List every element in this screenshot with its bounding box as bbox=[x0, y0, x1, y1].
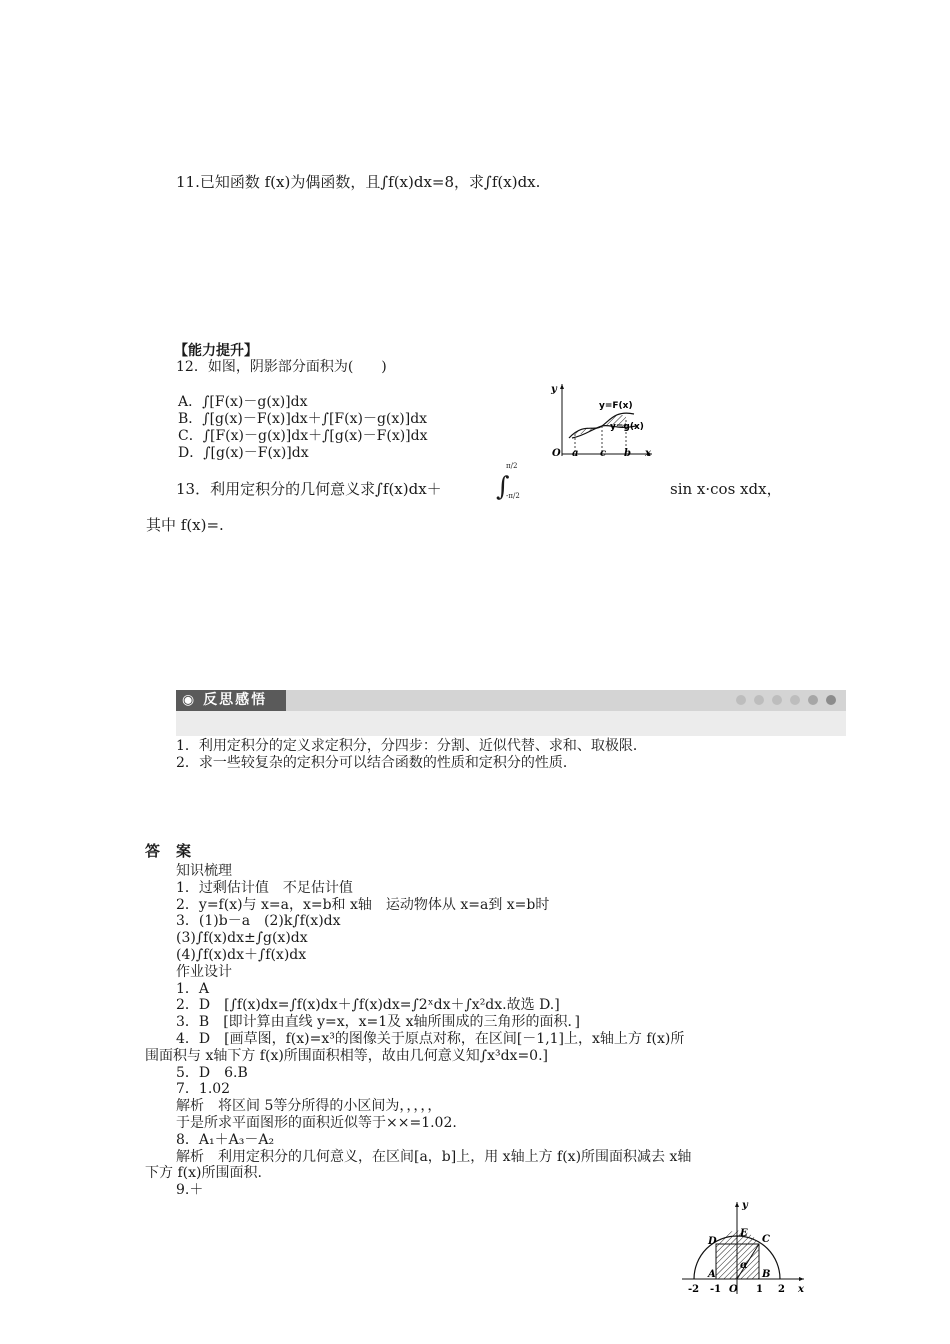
answer-line: 5．D 6.B bbox=[176, 1064, 248, 1081]
answer-line: (3)∫f(x)dx±∫g(x)dx bbox=[176, 930, 308, 947]
q9-alpha: α bbox=[740, 1260, 748, 1271]
answer-line: 2．y=f(x)与 x=a，x=b和 x轴 运动物体从 x=a到 x=b时 bbox=[176, 896, 550, 913]
reflection-list bbox=[176, 738, 647, 772]
integral-sign: π/2 ∫ -π/2 bbox=[496, 462, 520, 502]
reflection-title: ◉ 反思感悟 bbox=[176, 690, 286, 711]
tick-b: b bbox=[624, 448, 631, 459]
label-F: y=F(x) bbox=[599, 401, 633, 411]
answer-line: 知识梳理 bbox=[176, 863, 232, 879]
q9-tick: 2 bbox=[778, 1284, 785, 1295]
section-heading: 【能力提升】 bbox=[174, 343, 258, 359]
question-12-options bbox=[178, 394, 428, 462]
tick-a: a bbox=[572, 448, 579, 459]
question-13: 13．利用定积分的几何意义求∫f(x)dx＋ bbox=[176, 480, 442, 498]
q9-y: y bbox=[742, 1200, 748, 1211]
answer-line: 解析 将区间 5等分所得的小区间为，，，，， bbox=[176, 1098, 442, 1115]
answers-title: 答案 bbox=[145, 842, 208, 860]
q9-tick: 1 bbox=[756, 1284, 763, 1295]
answer-line: 1．A bbox=[176, 980, 210, 997]
answer-line: 2．D [∫f(x)dx=∫f(x)dx＋∫f(x)dx=∫2ˣdx＋∫x²dx.故选 D.] bbox=[176, 997, 560, 1014]
question-11: 11.已知函数 f(x)为偶函数，且∫f(x)dx=8，求∫f(x)dx. bbox=[176, 173, 541, 191]
answer-line: 于是所求平面图形的面积近似等于××=1.02. bbox=[176, 1114, 457, 1131]
reflection-item: 2．求一些较复杂的定积分可以结合函数的性质和定积分的性质． bbox=[176, 755, 577, 771]
answer-line: 围面积与 x轴下方 f(x)所围面积相等，故由几何意义知∫x³dx=0.] bbox=[145, 1047, 549, 1064]
q9-graph bbox=[680, 1198, 810, 1298]
graph-y-label: y bbox=[551, 384, 557, 395]
tick-c: c bbox=[600, 448, 607, 459]
lower-limit: -π/2 bbox=[506, 492, 520, 500]
answer-line: 解析 利用定积分的几何意义，在区间[a，b]上，用 x轴上方 f(x)所围面积减去 x轴 bbox=[176, 1148, 692, 1165]
question-13-tail: sin x·cos xdx， bbox=[670, 480, 782, 498]
answer-line: 4．D [画草图，f(x)=x³的图像关于原点对称，在区间[－1,1]上，x轴上方 f(x)所 bbox=[176, 1030, 685, 1047]
q12-graph bbox=[544, 380, 656, 460]
option-b: B．∫[g(x)－F(x)]dx＋∫[F(x)－g(x)]dx bbox=[178, 411, 428, 427]
option-c: C．∫[F(x)－g(x)]dx＋∫[g(x)－F(x)]dx bbox=[178, 428, 428, 444]
answer-line: 作业设计 bbox=[176, 963, 232, 980]
q9-O: O bbox=[729, 1284, 738, 1295]
q9-x: x bbox=[798, 1284, 804, 1295]
answer-line: 8．A₁＋A₃－A₂ bbox=[176, 1131, 275, 1148]
option-a: A．∫[F(x)－g(x)]dx bbox=[178, 394, 308, 410]
question-13-line2: 其中 f(x)=. bbox=[146, 516, 224, 534]
answer-line: 3．(1)b－a (2)k∫f(x)dx bbox=[176, 913, 341, 930]
answer-line: 下方 f(x)所围面积. bbox=[145, 1165, 262, 1182]
answers-list bbox=[145, 863, 816, 1199]
q9-D: D bbox=[708, 1236, 717, 1247]
q9-C: C bbox=[762, 1234, 770, 1245]
label-g: y=g(x) bbox=[610, 422, 644, 432]
answer-line: 9.＋ bbox=[176, 1182, 204, 1199]
reflection-item: 1．利用定积分的定义求定积分，分四步：分割、近似代替、求和、取极限． bbox=[176, 738, 647, 754]
option-d: D．∫[g(x)－F(x)]dx bbox=[178, 445, 309, 461]
answer-line: (4)∫f(x)dx＋∫f(x)dx bbox=[176, 946, 307, 963]
answer-line: 3．B [即计算由直线 y=x，x=1及 x轴所围成的三角形的面积．] bbox=[176, 1014, 580, 1031]
upper-limit: π/2 bbox=[506, 462, 518, 470]
banner-dots bbox=[736, 695, 836, 705]
question-12: 12．如图，阴影部分面积为( ) bbox=[176, 359, 387, 375]
graph-x-label: x bbox=[645, 448, 651, 459]
q9-B: B bbox=[762, 1269, 771, 1280]
answer-line: 1．过剩估计值 不足估计值 bbox=[176, 879, 353, 896]
graph-origin: O bbox=[552, 448, 561, 459]
q9-E: E bbox=[740, 1228, 748, 1239]
q9-tick: -1 bbox=[710, 1284, 722, 1295]
q9-tick: -2 bbox=[688, 1284, 700, 1295]
q9-A: A bbox=[708, 1269, 716, 1280]
reflection-banner bbox=[176, 690, 846, 736]
answer-line: 7．1.02 bbox=[176, 1081, 231, 1098]
